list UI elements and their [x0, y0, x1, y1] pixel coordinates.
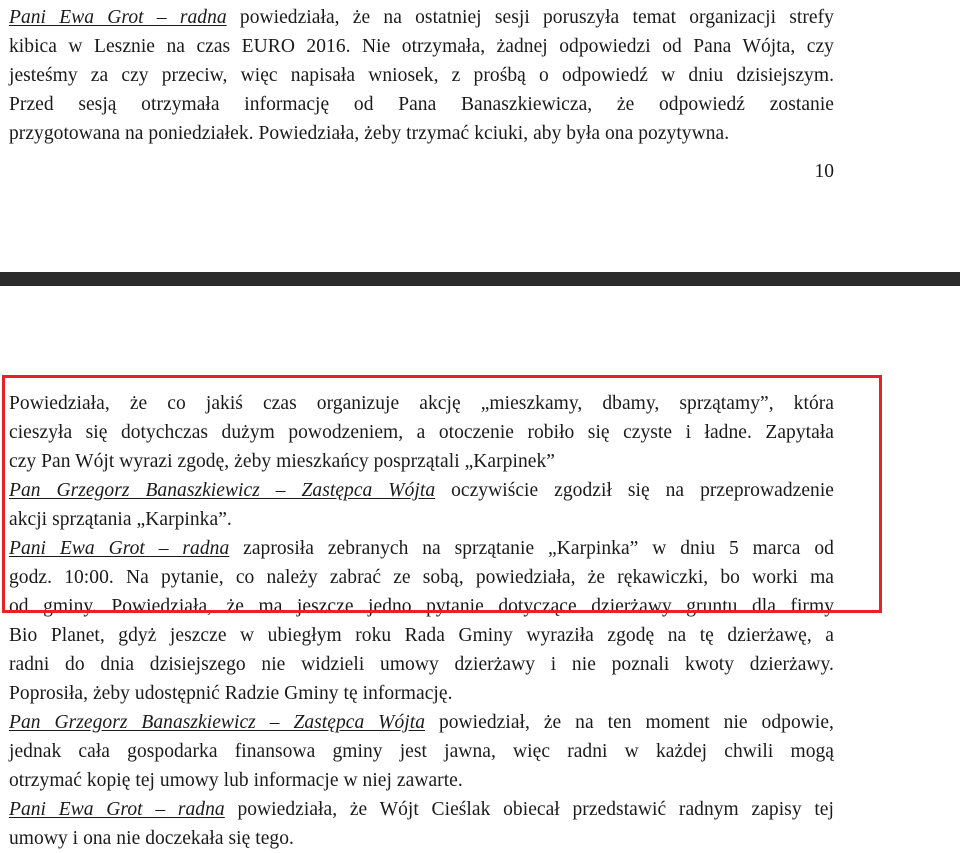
text-line: umowy i ona nie doczekała się tego. — [9, 828, 294, 849]
speaker-name: Pani Ewa Grot – radna — [9, 538, 230, 559]
paragraph-5 — [9, 795, 834, 853]
speaker-name: Pan Grzegorz Banaszkiewicz – Zastępca Wójta — [9, 480, 436, 501]
text-line: akcji sprzątania „Karpinka”. — [9, 509, 232, 530]
paragraph-1 — [9, 389, 834, 476]
page-separator — [0, 272, 960, 286]
text-line — [9, 534, 834, 563]
text-line: Poprosiła, żeby udostępnić Radzie Gminy tę informację. — [9, 683, 453, 704]
text-run: powiedział, że na ten moment nie odpowie, — [425, 712, 834, 733]
text-line: przygotowana na poniedziałek. Powiedziała, żeby trzymać kciuki, aby była ona pozytywna. — [9, 123, 730, 144]
text-line: radni do dnia dzisiejszego nie widzieli umowy dzierżawy i nie poznali kwoty dzierżawy. — [9, 654, 834, 675]
paragraph-2 — [9, 476, 834, 534]
text-line — [9, 708, 834, 737]
text-line: czy Pan Wójt wyrazi zgodę, żeby mieszkańcy posprzątali „Karpinek” — [9, 451, 555, 472]
text-line: otrzymać kopię tej umowy lub informacje w niej zawarte. — [9, 770, 463, 791]
text-line: jednak cała gospodarka finansowa gminy jest jawna, więc radni w każdej chwili mogą — [9, 741, 834, 762]
text-line: cieszyła się dotychczas dużym powodzeniem, a otoczenie robiło się czyste i ładne. Zapytała — [9, 422, 834, 443]
text-line: Przed sesją otrzymała informację od Pana Banaszkiewicza, że odpowiedź zostanie — [9, 94, 834, 115]
text-run: zaprosiła zebranych na sprzątanie „Karpinka” w dniu 5 marca od — [229, 538, 834, 559]
page-number: 10 — [814, 161, 834, 182]
text-line — [9, 476, 834, 505]
page-top — [0, 0, 960, 272]
text-line: kibica w Lesznie na czas EURO 2016. Nie otrzymała, żadnej odpowiedzi od Pana Wójta, czy — [9, 36, 834, 57]
text-line: godz. 10:00. Na pytanie, co należy zabrać ze sobą, powiedziała, że rękawiczki, bo worki ma — [9, 567, 834, 588]
paragraph-4 — [9, 708, 834, 795]
text-run: oczywiście zgodził się na przeprowadzenie — [435, 480, 834, 501]
text-line: jesteśmy za czy przeciw, więc napisała wniosek, z prośbą o odpowiedź w dniu dzisiejszym. — [9, 65, 834, 86]
paragraph-3 — [9, 534, 834, 708]
paragraph-top — [9, 3, 834, 148]
text-line: od gminy. Powiedziała, że ma jeszcze jedno pytanie dotyczące dzierżawy gruntu dla firmy — [9, 596, 834, 617]
text-run: powiedziała, że na ostatniej sesji poruszyła temat organizacji strefy — [226, 7, 834, 28]
text-line — [9, 795, 834, 824]
text-run: powiedziała, że Wójt Cieślak obiecał przedstawić radnym zapisy tej — [224, 799, 834, 820]
text-line — [9, 3, 834, 32]
text-line: Bio Planet, gdyż jeszcze w ubiegłym roku Rada Gminy wyraziła zgodę na tę dzierżawę, a — [9, 625, 834, 646]
speaker-name: Pan Grzegorz Banaszkiewicz – Zastępca Wójta — [9, 712, 426, 733]
speaker-name: Pani Ewa Grot – radna — [9, 799, 225, 820]
text-line: Powiedziała, że co jakiś czas organizuje akcję „mieszkamy, dbamy, sprzątamy”, która — [9, 393, 834, 414]
speaker-name: Pani Ewa Grot – radna — [9, 7, 227, 28]
